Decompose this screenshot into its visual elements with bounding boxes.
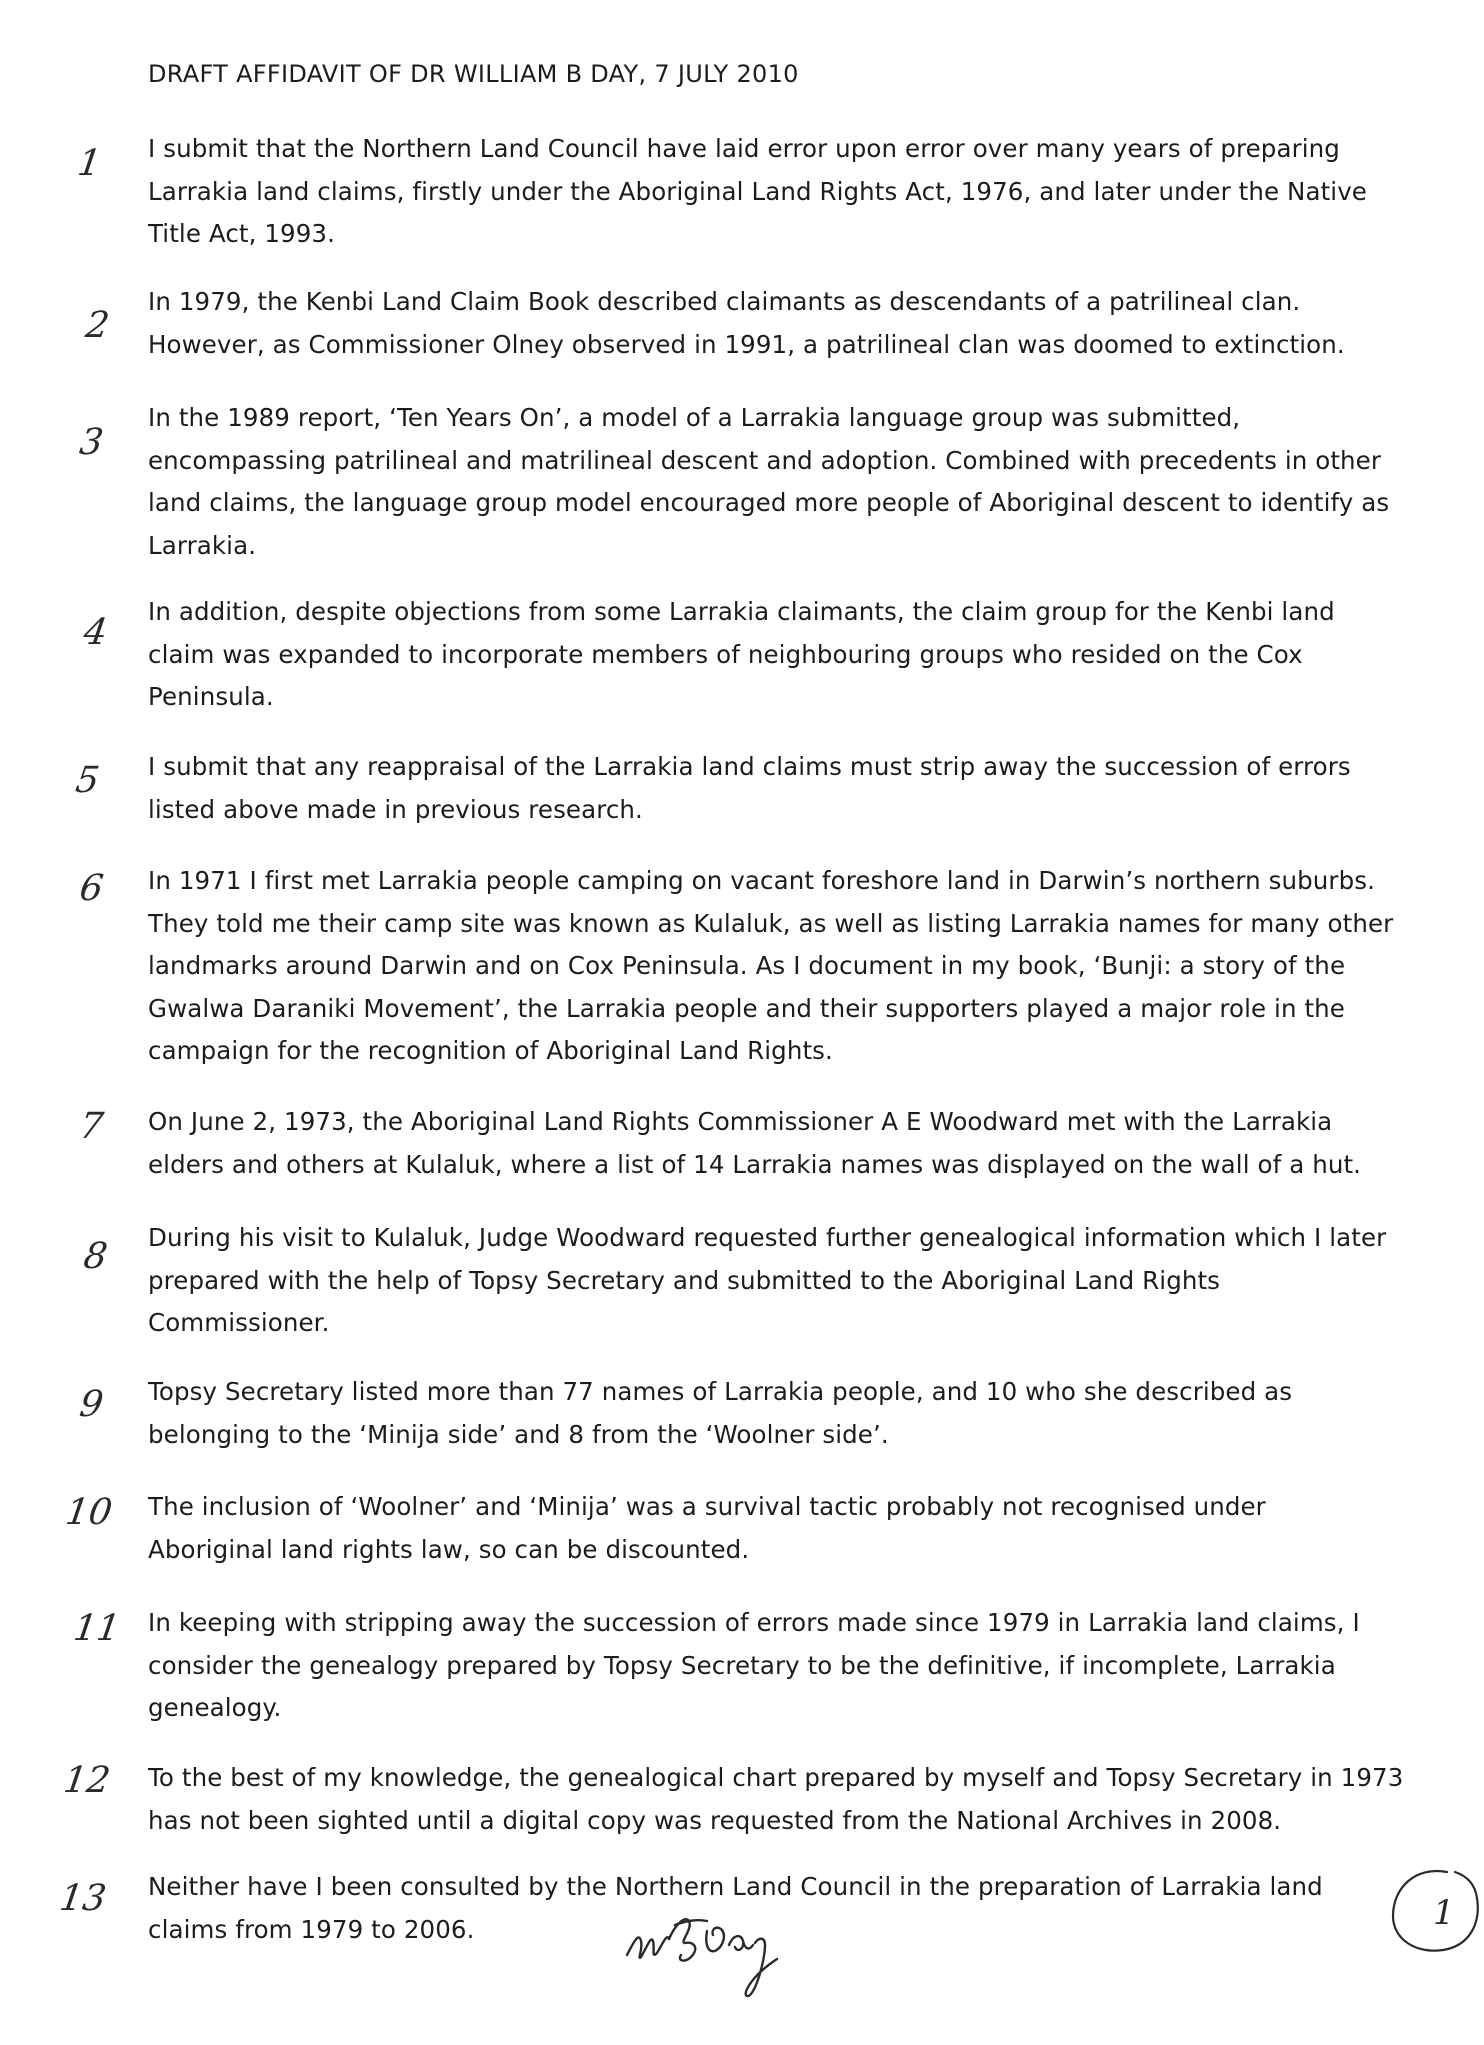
paragraph-9: Topsy Secretary listed more than 77 names of Larrakia people, and 10 who she described as belonging to the ‘Minija side’ and 8 from the ‘Woolner side’. bbox=[148, 1377, 1293, 1449]
page-number-mark bbox=[1385, 1858, 1484, 1958]
paragraph-number: 4 bbox=[81, 612, 110, 653]
paragraph-number: 13 bbox=[57, 1878, 109, 1919]
paragraph-7: On June 2, 1973, the Aboriginal Land Rights Commissioner A E Woodward met with the Larrakia elders and others at Kulaluk, where a list of 14 Larrakia names was displayed on the wall of a hut. bbox=[148, 1107, 1362, 1179]
paragraph-number: 3 bbox=[77, 422, 106, 463]
paragraph-number: 1 bbox=[75, 143, 104, 184]
paragraph-number: 6 bbox=[77, 868, 106, 909]
paragraph-8: During his visit to Kulaluk, Judge Woodward requested further genealogical information which I later prepared with the help of Topsy Secretary and submitted to the Aboriginal Land Rights Commissioner. bbox=[148, 1223, 1387, 1337]
paragraph-11: In keeping with stripping away the succession of errors made since 1979 in Larrakia land claims, I consider the genealogy prepared by Topsy Secretary to be the definitive, if incomplete, Larrakia genealogy. bbox=[148, 1608, 1360, 1722]
paragraph-4: In addition, despite objections from some Larrakia claimants, the claim group for the Kenbi land claim was expanded to incorporate members of neighbouring groups who resided on the Cox Peninsula. bbox=[148, 597, 1335, 711]
paragraph-number: 8 bbox=[81, 1236, 110, 1277]
paragraph-6: In 1971 I first met Larrakia people camping on vacant foreshore land in Darwin’s northern suburbs. They told me their camp site was known as Kulaluk, as well as listing Larrakia names for many other landmarks around Darwin and on Cox Peninsula. As I document in my book, ‘Bunji: a story of the Gwalwa Daraniki Movement’, the Larrakia people and their supporters played a major role in the campaign for the recognition of Aboriginal Land Rights. bbox=[148, 866, 1394, 1065]
paragraph-number: 12 bbox=[61, 1760, 113, 1801]
paragraph-3: In the 1989 report, ‘Ten Years On’, a model of a Larrakia language group was submitted, encompassing patrilineal and matrilineal descent and adoption. Combined with precedents in other land claims, the language group model encouraged more people of Aboriginal descent to identify as Larrakia. bbox=[148, 403, 1390, 560]
paragraph-number: 5 bbox=[73, 760, 102, 801]
paragraph-number: 11 bbox=[71, 1608, 123, 1649]
paragraph-5: I submit that any reappraisal of the Larrakia land claims must strip away the succession of errors listed above made in previous research. bbox=[148, 752, 1351, 824]
paragraph-number: 10 bbox=[63, 1492, 115, 1533]
paragraph-number: 9 bbox=[77, 1384, 106, 1425]
page-number: 1 bbox=[1433, 1893, 1455, 1933]
document-title: DRAFT AFFIDAVIT OF DR WILLIAM B DAY, 7 JULY 2010 bbox=[148, 60, 799, 88]
paragraph-2: In 1979, the Kenbi Land Claim Book described claimants as descendants of a patrilineal clan. However, as Commissioner Olney observed in 1991, a patrilineal clan was doomed to extinction. bbox=[148, 287, 1345, 359]
paragraph-number: 7 bbox=[77, 1106, 106, 1147]
signature bbox=[615, 1895, 900, 2005]
paragraph-12: To the best of my knowledge, the genealogical chart prepared by myself and Topsy Secretary in 1973 has not been sighted until a digital copy was requested from the National Archives in 2008. bbox=[148, 1763, 1404, 1835]
paragraph-10: The inclusion of ‘Woolner’ and ‘Minija’ was a survival tactic probably not recognised under Aboriginal land rights law, so can be discounted. bbox=[148, 1492, 1266, 1564]
paragraph-13: Neither have I been consulted by the Northern Land Council in the preparation of Larrakia land claims from 1979 to 2006. bbox=[148, 1872, 1323, 1944]
paragraph-number: 2 bbox=[83, 305, 112, 346]
paragraph-1: I submit that the Northern Land Council have laid error upon error over many years of preparing Larrakia land claims, firstly under the Aboriginal Land Rights Act, 1976, and later under the Native Title Act, 1993. bbox=[148, 134, 1367, 248]
